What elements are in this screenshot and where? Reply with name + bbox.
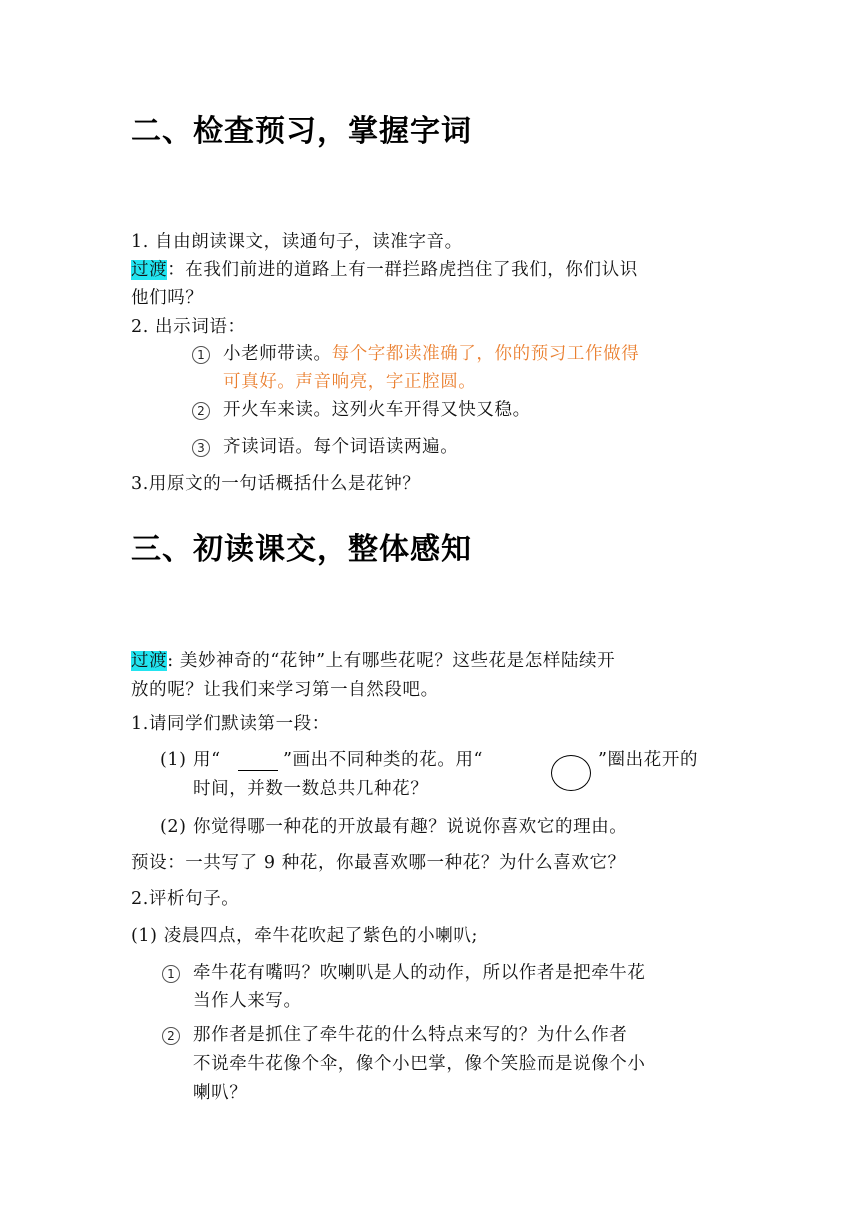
question-1-part1: 用“ xyxy=(193,750,221,770)
item-1: 1.请同学们默读第一段： xyxy=(131,714,330,734)
item-2: 2. 出示词语： xyxy=(131,317,246,337)
circled-number: 2 xyxy=(162,1027,180,1045)
underline-symbol xyxy=(238,770,278,771)
transition-2-cont: 放的呢？让我们来学习第一自然段吧。 xyxy=(131,680,439,700)
sub-item-text: 小老师带读。 xyxy=(223,344,332,364)
circled-number: 1 xyxy=(162,965,180,983)
transition-1 xyxy=(131,256,638,284)
item-2: 2.评析句子。 xyxy=(131,889,240,909)
question-1-part3: ”圈出花开的 xyxy=(598,750,699,770)
analysis-1-cont: 当作人来写。 xyxy=(193,991,302,1011)
sub-item-2: 开火车来读。这列火车开得又快又稳。 xyxy=(223,400,531,420)
praise-text: 每个字都读准确了，你的预习工作做得 xyxy=(331,344,640,364)
item-1: 1. 自由朗读课文，读通句子，读准字音。 xyxy=(131,232,463,252)
item-3: 3.用原文的一句话概括什么是花钟？ xyxy=(131,474,421,494)
analysis-2-cont: 不说牵牛花像个伞，像个小巴掌，像个笑脸而是说像个小 xyxy=(193,1054,646,1074)
circled-number: 3 xyxy=(192,439,210,457)
circled-number: 1 xyxy=(192,346,210,364)
praise-text-cont: 可真好。声音响亮，字正腔圆。 xyxy=(223,372,477,392)
sub-item-3: 齐读词语。每个词语读两遍。 xyxy=(223,437,459,457)
transition-1-cont: 他们吗？ xyxy=(131,288,204,308)
question-2-marker: (2) xyxy=(160,817,187,837)
transition-text: : 美妙神奇的“花钟”上有哪些花呢？这些花是怎样陆续开 xyxy=(167,651,616,671)
transition-2 xyxy=(131,647,615,675)
question-1-part2: ”画出不同种类的花。用“ xyxy=(283,750,484,770)
transition-text: ：在我们前进的道路上有一群拦路虎挡住了我们，你们认识 xyxy=(167,260,638,280)
sentence-1: (1) 凌晨四点，牵牛花吹起了紫色的小喇叭; xyxy=(131,926,478,946)
question-1-marker: (1) xyxy=(160,750,187,770)
analysis-1: 牵牛花有嘴吗？吹喇叭是人的动作，所以作者是把牵牛花 xyxy=(193,963,646,983)
section-2-heading: 二、检查预习，掌握字词 xyxy=(131,114,472,149)
analysis-2-cont2: 喇叭？ xyxy=(193,1083,248,1103)
preset-answer: 预设：一共写了 9 种花，你最喜欢哪一种花？为什么喜欢它？ xyxy=(131,853,626,873)
question-2: 你觉得哪一种花的开放最有趣？说说你喜欢它的理由。 xyxy=(193,817,628,837)
circle-symbol xyxy=(551,755,591,791)
circled-number: 2 xyxy=(192,402,210,420)
sub-item-1 xyxy=(223,340,639,368)
section-3-heading: 三、初读课交，整体感知 xyxy=(131,532,472,567)
transition-label: 过渡 xyxy=(131,260,168,280)
question-1-line2: 时间，并数一数总共几种花？ xyxy=(193,779,429,799)
transition-label: 过渡 xyxy=(131,651,168,671)
analysis-2: 那作者是抓住了牵牛花的什么特点来写的？为什么作者 xyxy=(193,1025,628,1045)
